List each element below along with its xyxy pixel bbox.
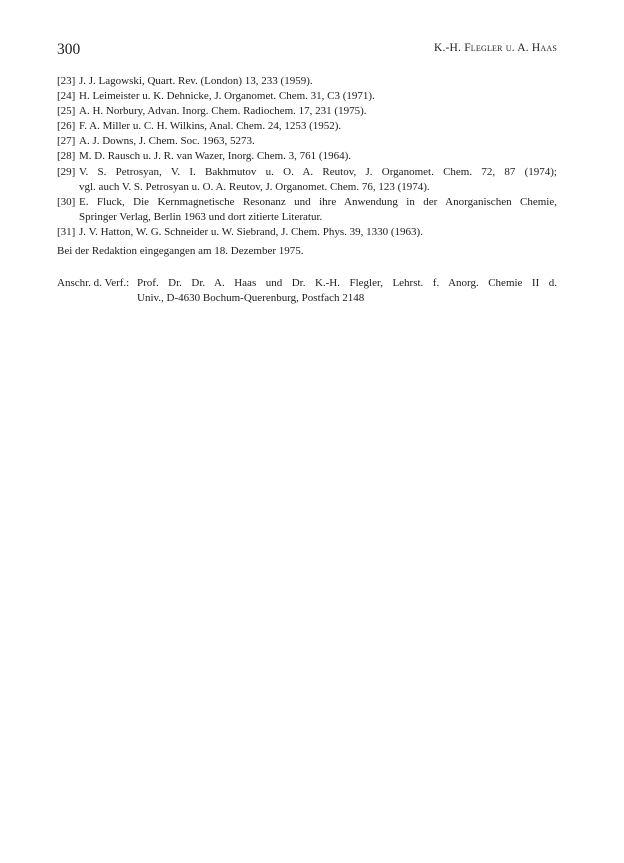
reference-text: V. S. Petrosyan, V. I. Bakhmutov u. O. A. Reutov, J. Organomet. Chem. 72, 87 (1974); — [79, 165, 557, 178]
address-label: Anschr. d. Verf.: — [57, 277, 130, 289]
reference-text: E. Fluck, Die Kernmagnetische Resonanz und ihre Anwendung in der Anorganischen Chemie, — [79, 195, 557, 208]
page-header — [57, 41, 557, 61]
reference-item — [57, 89, 557, 104]
reference-item — [57, 195, 557, 225]
address-line: Prof. Dr. Dr. A. Haas und Dr. K.-H. Flegler, Lehrst. f. Anorg. Chemie II d. — [137, 277, 557, 289]
reference-item — [57, 149, 557, 164]
address-line: Univ., D-4630 Bochum-Querenburg, Postfach 2148 — [137, 292, 365, 304]
reference-text: F. A. Miller u. C. H. Wilkins, Anal. Chem. 24, 1253 (1952). — [79, 120, 342, 133]
reference-number: [30] — [57, 195, 76, 208]
reference-text: M. D. Rausch u. J. R. van Wazer, Inorg. Chem. 3, 761 (1964). — [79, 150, 352, 163]
reference-item — [57, 134, 557, 149]
reference-number: [29] — [57, 165, 76, 178]
reference-number: [26] — [57, 120, 76, 133]
reference-item — [57, 225, 557, 240]
reference-number: [27] — [57, 135, 76, 148]
page-number: 300 — [57, 41, 81, 58]
reference-item — [57, 74, 557, 89]
reference-text: H. Leimeister u. K. Dehnicke, J. Organomet. Chem. 31, C3 (1971). — [79, 90, 375, 103]
reference-text: J. J. Lagowski, Quart. Rev. (London) 13, 233 (1959). — [79, 75, 313, 87]
reference-text-continued: vgl. auch V. S. Petrosyan u. O. A. Reutov, J. Organomet. Chem. 76, 123 (1974). — [79, 180, 430, 193]
reference-item — [57, 119, 557, 134]
reference-item — [57, 165, 557, 195]
reference-number: [25] — [57, 105, 76, 118]
reference-item — [57, 104, 557, 119]
reference-number: [28] — [57, 150, 76, 163]
received-date-note: Bei der Redaktion eingegangen am 18. Dezember 1975. — [57, 245, 304, 257]
running-head: K.-H. Flegler u. A. Haas — [433, 42, 557, 54]
reference-list — [57, 74, 557, 240]
reference-text-continued: Springer Verlag, Berlin 1963 und dort zitierte Literatur. — [79, 210, 323, 223]
reference-text: J. V. Hatton, W. G. Schneider u. W. Siebrand, J. Chem. Phys. 39, 1330 (1963). — [79, 225, 423, 238]
reference-text: A. H. Norbury, Advan. Inorg. Chem. Radiochem. 17, 231 (1975). — [79, 105, 367, 118]
reference-text: A. J. Downs, J. Chem. Soc. 1963, 5273. — [79, 135, 255, 148]
reference-number: [23] — [57, 75, 76, 87]
reference-number: [31] — [57, 225, 76, 238]
reference-number: [24] — [57, 90, 76, 103]
